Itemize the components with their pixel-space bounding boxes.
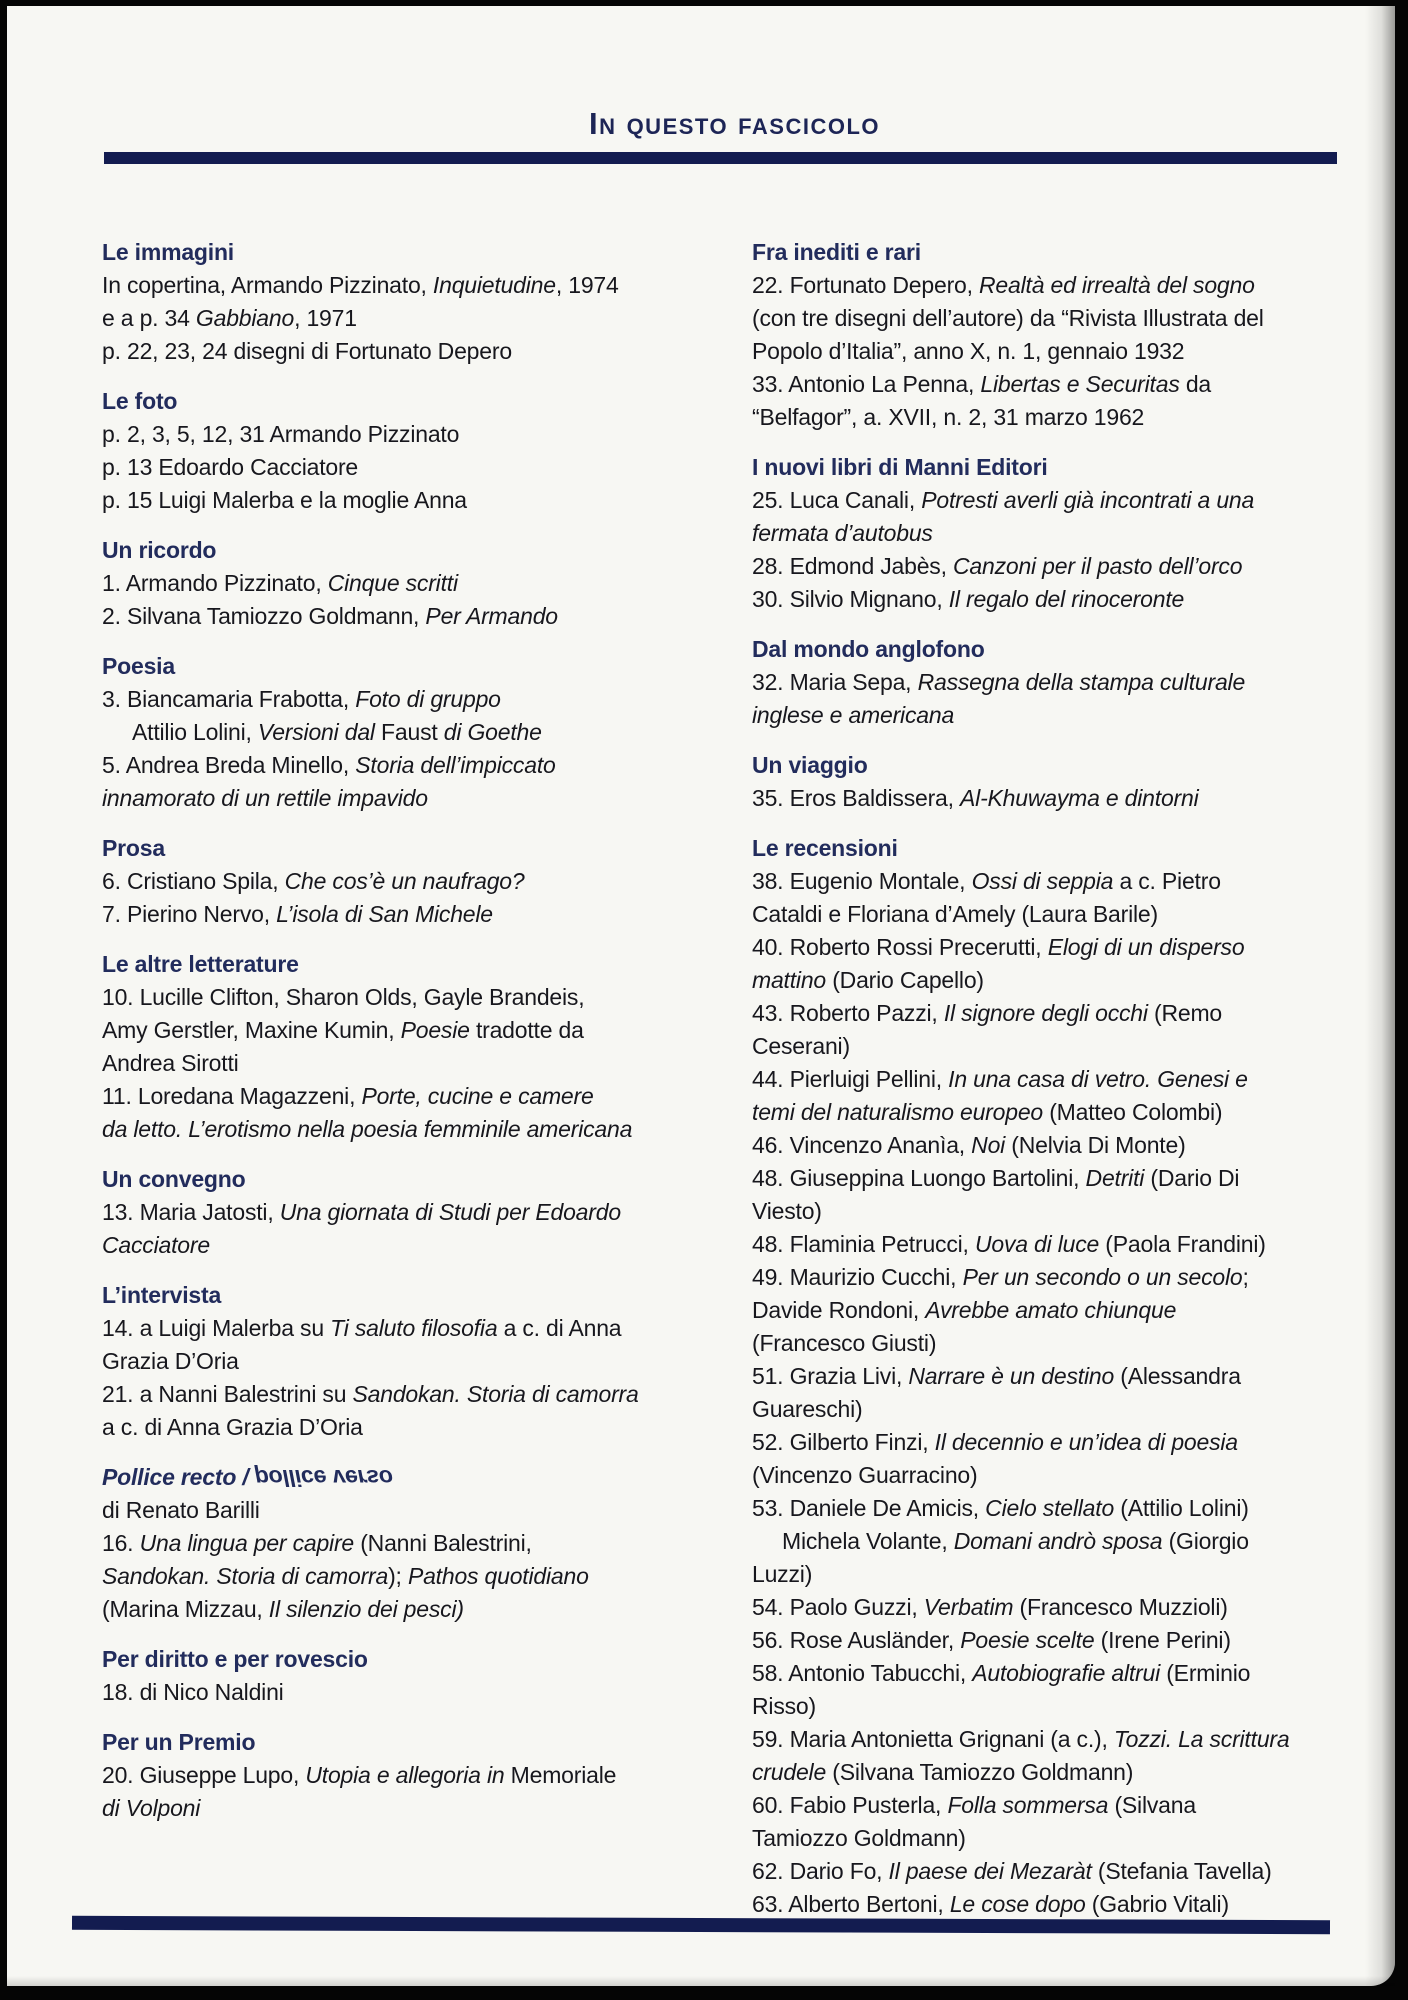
text-segment: a c. di Anna Grazia D’Oria [102, 1414, 363, 1440]
toc-line [102, 898, 717, 931]
section-heading [102, 1643, 717, 1676]
toc-section [752, 451, 1367, 616]
toc-line [102, 981, 717, 1014]
toc-section [752, 749, 1367, 815]
text-segment: Inquietudine [432, 272, 556, 298]
text-segment: Utopia e allegoria in [305, 1762, 505, 1788]
section-heading [102, 1163, 717, 1196]
text-segment: p. 2, 3, 5, 12, 31 Armando Pizzinato [102, 421, 460, 447]
bottom-rule [72, 1916, 1330, 1934]
text-segment: 28. Edmond Jabès, [752, 553, 953, 579]
toc-line [752, 1690, 1367, 1723]
toc-line [102, 600, 717, 633]
text-segment: Poesie scelte [960, 1627, 1095, 1653]
toc-line [752, 931, 1367, 964]
toc-line [102, 484, 717, 517]
text-segment: (Silvana Tamiozzo Goldmann) [826, 1759, 1134, 1785]
text-segment: Tamiozzo Goldmann) [752, 1825, 966, 1851]
toc-line [752, 335, 1367, 368]
text-segment: Tozzi. La scrittura [1113, 1726, 1290, 1752]
text-segment: 48. Flaminia Petrucci, [752, 1231, 975, 1257]
text-segment: Un viaggio [752, 752, 868, 778]
toc-line [752, 898, 1367, 931]
text-segment: Realtà ed irrealtà del sogno [979, 272, 1255, 298]
text-segment: Per un Premio [102, 1729, 256, 1755]
toc-line [102, 1080, 717, 1113]
section-heading [752, 451, 1367, 484]
text-segment: Ossi di seppia [971, 868, 1114, 894]
text-segment: Pollice recto / [102, 1464, 255, 1490]
toc-line [752, 1459, 1367, 1492]
text-segment: Per un secondo o un secolo [962, 1264, 1243, 1290]
text-segment: 7. Pierino Nervo, [102, 901, 277, 927]
text-segment: 30. Silvio Mignano, [752, 586, 949, 612]
text-segment: 32. Maria Sepa, [752, 669, 918, 695]
text-segment: Storia dell’impiccato [355, 752, 556, 778]
text-segment: 33. Antonio La Penna, [752, 371, 981, 397]
text-segment: 51. Grazia Livi, [752, 1363, 909, 1389]
text-segment: Che cos’è un naufrago? [284, 868, 525, 894]
toc-section [102, 650, 717, 815]
toc-line [102, 269, 717, 302]
text-segment: 5. Andrea Breda Minello, [102, 752, 356, 778]
text-segment: Porte, cucine e camere [361, 1083, 594, 1109]
text-segment: Per Armando [425, 603, 558, 629]
toc-line [752, 1261, 1367, 1294]
text-segment: mattino [752, 967, 827, 993]
text-segment: (Marina Mizzau, [102, 1596, 269, 1622]
toc-line [102, 335, 717, 368]
text-segment: 16. [102, 1530, 140, 1556]
text-segment: (Dario Di [1144, 1165, 1240, 1191]
text-segment: , 1974 [555, 272, 619, 298]
text-segment: In copertina, Armando Pizzinato, [102, 272, 433, 298]
toc-section [102, 948, 717, 1146]
text-segment: 53. Daniele De Amicis, [752, 1495, 986, 1521]
text-segment: I nuovi libri di Manni Editori [752, 454, 1048, 480]
text-segment: 56. Rose Ausländer, [752, 1627, 961, 1653]
text-segment: 44. Pierluigi Pellini, [752, 1066, 949, 1092]
text-segment: inglese e americana [752, 702, 955, 728]
toc-line [752, 269, 1367, 302]
section-heading [752, 633, 1367, 666]
section-heading [102, 832, 717, 865]
text-segment: L’isola di San Michele [276, 901, 493, 927]
text-segment: Il decennio e un’idea di poesia [934, 1429, 1238, 1455]
text-segment: 18. di Nico Naldini [102, 1679, 284, 1705]
text-segment: (Gabrio Vitali) [1085, 1891, 1229, 1917]
text-segment: (Stefania Tavella) [1091, 1858, 1272, 1884]
text-segment: Guareschi) [752, 1396, 863, 1422]
section-heading [102, 948, 717, 981]
toc-column-right [752, 236, 1367, 1938]
text-segment: (Matteo Colombi) [1043, 1099, 1223, 1125]
toc-line [102, 1494, 717, 1527]
text-segment: (Alessandra [1114, 1363, 1241, 1389]
text-segment: Sandokan. Storia di camorra [352, 1381, 639, 1407]
toc-line [102, 1229, 717, 1262]
text-segment: ; [1242, 1264, 1249, 1290]
text-segment: 40. Roberto Rossi Precerutti, [752, 934, 1048, 960]
text-segment: (Dario Capello) [826, 967, 984, 993]
text-segment: 2. Silvana Tamiozzo Goldmann, [102, 603, 426, 629]
toc-line [752, 1624, 1367, 1657]
text-segment: “Belfagor”, a. XVII, n. 2, 31 marzo 1962 [752, 404, 1145, 430]
text-segment: Rassegna della stampa culturale [917, 669, 1246, 695]
text-segment: (con tre disegni dell’autore) da “Rivista Illustrata del [752, 305, 1264, 331]
toc-line [752, 1063, 1367, 1096]
text-segment: Cinque scritti [327, 570, 458, 596]
text-segment: da letto. L’erotismo nella poesia femminile americana [102, 1116, 633, 1142]
toc-line [752, 1591, 1367, 1624]
toc-line [752, 782, 1367, 815]
text-segment: Attilio Lolini, [132, 719, 258, 745]
toc-line [752, 1657, 1367, 1690]
text-segment: Cataldi e Floriana d’Amely (Laura Barile) [752, 901, 1158, 927]
toc-section [752, 236, 1367, 434]
toc-column-left [102, 236, 717, 1842]
toc-line [102, 418, 717, 451]
text-segment: Michela Volante, [782, 1528, 954, 1554]
text-segment: 3. Biancamaria Frabotta, [102, 686, 356, 712]
text-segment: Le cose dopo [949, 1891, 1086, 1917]
text-segment: 43. Roberto Pazzi, [752, 1000, 944, 1026]
text-segment: Ceserani) [752, 1033, 850, 1059]
text-segment: Amy Gerstler, Maxine Kumin, [102, 1017, 401, 1043]
toc-line [752, 1030, 1367, 1063]
text-segment: di Volponi [102, 1795, 201, 1821]
text-segment: Foto di gruppo [355, 686, 501, 712]
text-segment: (Irene Perini) [1094, 1627, 1231, 1653]
section-heading [752, 236, 1367, 269]
text-segment: Pathos quotidiano [407, 1563, 589, 1589]
toc-line [752, 1195, 1367, 1228]
toc-line [752, 1129, 1367, 1162]
toc-line [752, 1789, 1367, 1822]
text-segment: 62. Dario Fo, [752, 1858, 889, 1884]
text-segment: Al-Khuwayma e dintorni [960, 785, 1199, 811]
toc-line [752, 583, 1367, 616]
toc-section [102, 1461, 717, 1626]
text-segment: temi del naturalismo europeo [752, 1099, 1044, 1125]
text-segment: 21. a Nanni Balestrini su [102, 1381, 353, 1407]
text-segment: Narrare è un destino [908, 1363, 1115, 1389]
text-segment: Domani andrò sposa [953, 1528, 1163, 1554]
text-segment: Risso) [752, 1693, 816, 1719]
text-segment: Cielo stellato [985, 1495, 1115, 1521]
text-segment: 13. Maria Jatosti, [102, 1199, 280, 1225]
text-segment: Le recensioni [752, 835, 898, 861]
text-segment: (Nelvia Di Monte) [1005, 1132, 1186, 1158]
text-segment: Poesia [102, 653, 175, 679]
toc-line [102, 1113, 717, 1146]
text-segment: (Paola Frandini) [1099, 1231, 1266, 1257]
text-segment: 1. Armando Pizzinato, [102, 570, 328, 596]
text-segment: 54. Paolo Guzzi, [752, 1594, 924, 1620]
text-segment: 10. Lucille Clifton, Sharon Olds, Gayle Brandeis, [102, 984, 585, 1010]
toc-line [102, 716, 717, 749]
text-segment: (Giorgio [1162, 1528, 1249, 1554]
text-segment: ); [388, 1563, 408, 1589]
toc-line [752, 401, 1367, 434]
toc-line [752, 1327, 1367, 1360]
scanned-page [7, 6, 1395, 1986]
toc-line [752, 1525, 1367, 1558]
text-segment: Potresti averli già incontrati a una [921, 487, 1255, 513]
toc-line [102, 1014, 717, 1047]
text-segment: Poesie [400, 1017, 470, 1043]
text-segment: 60. Fabio Pusterla, [752, 1792, 948, 1818]
page-edge-shadow-bottom [7, 1976, 1395, 1986]
text-segment: Cacciatore [102, 1232, 210, 1258]
text-segment: 58. Antonio Tabucchi, [752, 1660, 973, 1686]
toc-section [752, 633, 1367, 732]
text-segment: tradotte da [469, 1017, 584, 1043]
text-segment: Il signore degli occhi [943, 1000, 1148, 1026]
text-segment: L’intervista [102, 1282, 222, 1308]
text-segment: Elogi di un disperso [1047, 934, 1245, 960]
text-segment: 11. Loredana Magazzeni, [102, 1083, 362, 1109]
text-segment: Luzzi) [752, 1561, 813, 1587]
toc-line [752, 1393, 1367, 1426]
toc-line [752, 1558, 1367, 1591]
toc-line [752, 1822, 1367, 1855]
toc-section [102, 1163, 717, 1262]
toc-section [102, 1643, 717, 1709]
text-segment: 48. Giuseppina Luongo Bartolini, [752, 1165, 1086, 1191]
text-segment: 20. Giuseppe Lupo, [102, 1762, 306, 1788]
toc-section [102, 534, 717, 633]
text-segment: In una casa di vetro. Genesi e [948, 1066, 1248, 1092]
text-segment: fermata d’autobus [752, 520, 933, 546]
section-heading [102, 236, 717, 269]
toc-line [102, 1792, 717, 1825]
toc-line [752, 964, 1367, 997]
text-segment: di Goethe [443, 719, 542, 745]
section-heading [102, 1726, 717, 1759]
section-heading [752, 749, 1367, 782]
text-segment: Sandokan. Storia di camorra [102, 1563, 389, 1589]
text-segment: Detriti [1085, 1165, 1145, 1191]
section-heading [752, 832, 1367, 865]
text-segment: Versioni dal [257, 719, 375, 745]
text-segment: p. 22, 23, 24 disegni di Fortunato Depero [102, 338, 512, 364]
toc-line [102, 1047, 717, 1080]
text-segment: (Francesco Muzzioli) [1013, 1594, 1228, 1620]
toc-line [752, 1723, 1367, 1756]
toc-line [102, 1312, 717, 1345]
toc-line [752, 1855, 1367, 1888]
toc-line [752, 550, 1367, 583]
text-segment: Viesto) [752, 1198, 822, 1224]
toc-section [752, 832, 1367, 1921]
text-segment: Libertas e Securitas [980, 371, 1180, 397]
toc-line [102, 782, 717, 815]
toc-line [752, 865, 1367, 898]
text-segment: da [1179, 371, 1212, 397]
toc-section [102, 832, 717, 931]
section-heading [102, 1279, 717, 1312]
text-segment: 25. Luca Canali, [752, 487, 922, 513]
text-segment: 49. Maurizio Cucchi, [752, 1264, 963, 1290]
text-segment: (Remo [1147, 1000, 1223, 1026]
text-segment: 35. Eros Baldissera, [752, 785, 961, 811]
page-title: In questo fascicolo [588, 106, 881, 141]
text-segment: , 1971 [294, 305, 357, 331]
toc-line [102, 1411, 717, 1444]
toc-line [102, 749, 717, 782]
toc-line [752, 302, 1367, 335]
text-segment: (Attilio Lolini) [1114, 1495, 1249, 1521]
toc-section [102, 1279, 717, 1444]
text-segment: Folla sommersa [947, 1792, 1109, 1818]
text-segment: a c. di Anna [497, 1315, 622, 1341]
text-segment: 46. Vincenzo Ananìa, [752, 1132, 972, 1158]
text-segment: e a p. 34 [102, 305, 196, 331]
text-segment: Un convegno [102, 1166, 246, 1192]
flipped-text: pollice verso [254, 1465, 393, 1491]
toc-section [102, 1726, 717, 1825]
text-segment: 63. Alberto Bertoni, [752, 1891, 950, 1917]
top-rule [104, 152, 1337, 164]
text-segment: Noi [971, 1132, 1006, 1158]
toc-line [102, 1345, 717, 1378]
toc-line [752, 1162, 1367, 1195]
text-segment: Per diritto e per rovescio [102, 1646, 368, 1672]
toc-line [102, 302, 717, 335]
text-segment: 6. Cristiano Spila, [102, 868, 285, 894]
text-segment: Un ricordo [102, 537, 217, 563]
text-segment: Una lingua per capire [139, 1530, 355, 1556]
text-segment: Il regalo del rinoceronte [948, 586, 1185, 612]
text-segment: 14. a Luigi Malerba su [102, 1315, 331, 1341]
text-segment: Ti saluto filosofia [330, 1315, 498, 1341]
text-segment: a c. Pietro [1113, 868, 1221, 894]
text-segment: Gabbiano [195, 305, 295, 331]
toc-line [752, 1492, 1367, 1525]
text-segment: Le foto [102, 388, 178, 414]
text-segment: Grazia D’Oria [102, 1348, 239, 1374]
toc-line [102, 1527, 717, 1560]
toc-line [752, 1756, 1367, 1789]
text-segment: 22. Fortunato Depero, [752, 272, 980, 298]
page-edge-shadow-right [1365, 6, 1395, 1986]
toc-line [752, 1360, 1367, 1393]
text-segment: (Vincenzo Guarracino) [752, 1462, 978, 1488]
toc-section [102, 236, 717, 368]
text-segment: 38. Eugenio Montale, [752, 868, 972, 894]
text-segment: Le altre letterature [102, 951, 299, 977]
text-segment: Uova di luce [974, 1231, 1100, 1257]
text-segment: Il paese dei Mezaràt [888, 1858, 1092, 1884]
text-segment: Le immagini [102, 239, 234, 265]
toc-line [102, 1196, 717, 1229]
text-segment: Faust [374, 719, 444, 745]
toc-line [102, 1593, 717, 1626]
text-segment: Avrebbe amato chiunque [925, 1297, 1177, 1323]
text-segment: 59. Maria Antonietta Grignani (a c.), [752, 1726, 1114, 1752]
toc-line [752, 368, 1367, 401]
toc-line [102, 451, 717, 484]
text-segment: Una giornata di Studi per Edoardo [279, 1199, 621, 1225]
toc-line [752, 699, 1367, 732]
toc-line [102, 1560, 717, 1593]
text-segment: (Francesco Giusti) [752, 1330, 937, 1356]
toc-line [752, 1294, 1367, 1327]
text-segment: p. 13 Edoardo Cacciatore [102, 454, 359, 480]
text-segment: Canzoni per il pasto dell’orco [952, 553, 1243, 579]
toc-line [102, 1378, 717, 1411]
text-segment: (Nanni Balestrini, [354, 1530, 532, 1556]
text-segment: (Silvana [1108, 1792, 1196, 1818]
toc-line [752, 484, 1367, 517]
text-segment: Popolo d’Italia”, anno X, n. 1, gennaio 1932 [752, 338, 1185, 364]
text-segment: 52. Gilberto Finzi, [752, 1429, 935, 1455]
toc-line [752, 1096, 1367, 1129]
toc-line [752, 997, 1367, 1030]
toc-line [752, 1426, 1367, 1459]
toc-line [102, 1759, 717, 1792]
toc-line [752, 517, 1367, 550]
text-segment: Fra inediti e rari [752, 239, 921, 265]
text-segment: Andrea Sirotti [102, 1050, 239, 1076]
toc-line [102, 865, 717, 898]
text-segment: Il silenzio dei pesci) [268, 1596, 464, 1622]
text-segment: innamorato di un rettile impavido [102, 785, 428, 811]
text-segment: Dal mondo anglofono [752, 636, 985, 662]
toc-line [752, 1888, 1367, 1921]
text-segment: Prosa [102, 835, 165, 861]
toc-line [102, 567, 717, 600]
toc-line [752, 1228, 1367, 1261]
text-segment: Autobiografie altrui [972, 1660, 1161, 1686]
section-heading [102, 1461, 717, 1494]
toc-section [102, 385, 717, 517]
section-heading [102, 650, 717, 683]
text-segment: p. 15 Luigi Malerba e la moglie Anna [102, 487, 467, 513]
text-segment: Davide Rondoni, [752, 1297, 926, 1323]
toc-line [752, 666, 1367, 699]
text-segment: (Erminio [1160, 1660, 1251, 1686]
toc-line [102, 1676, 717, 1709]
masthead [104, 106, 1337, 142]
text-segment: crudele [752, 1759, 827, 1785]
text-segment: di Renato Barilli [102, 1497, 260, 1523]
text-segment: Verbatim [923, 1594, 1014, 1620]
section-heading [102, 385, 717, 418]
toc-line [102, 683, 717, 716]
section-heading [102, 534, 717, 567]
text-segment: Memoriale [504, 1762, 617, 1788]
